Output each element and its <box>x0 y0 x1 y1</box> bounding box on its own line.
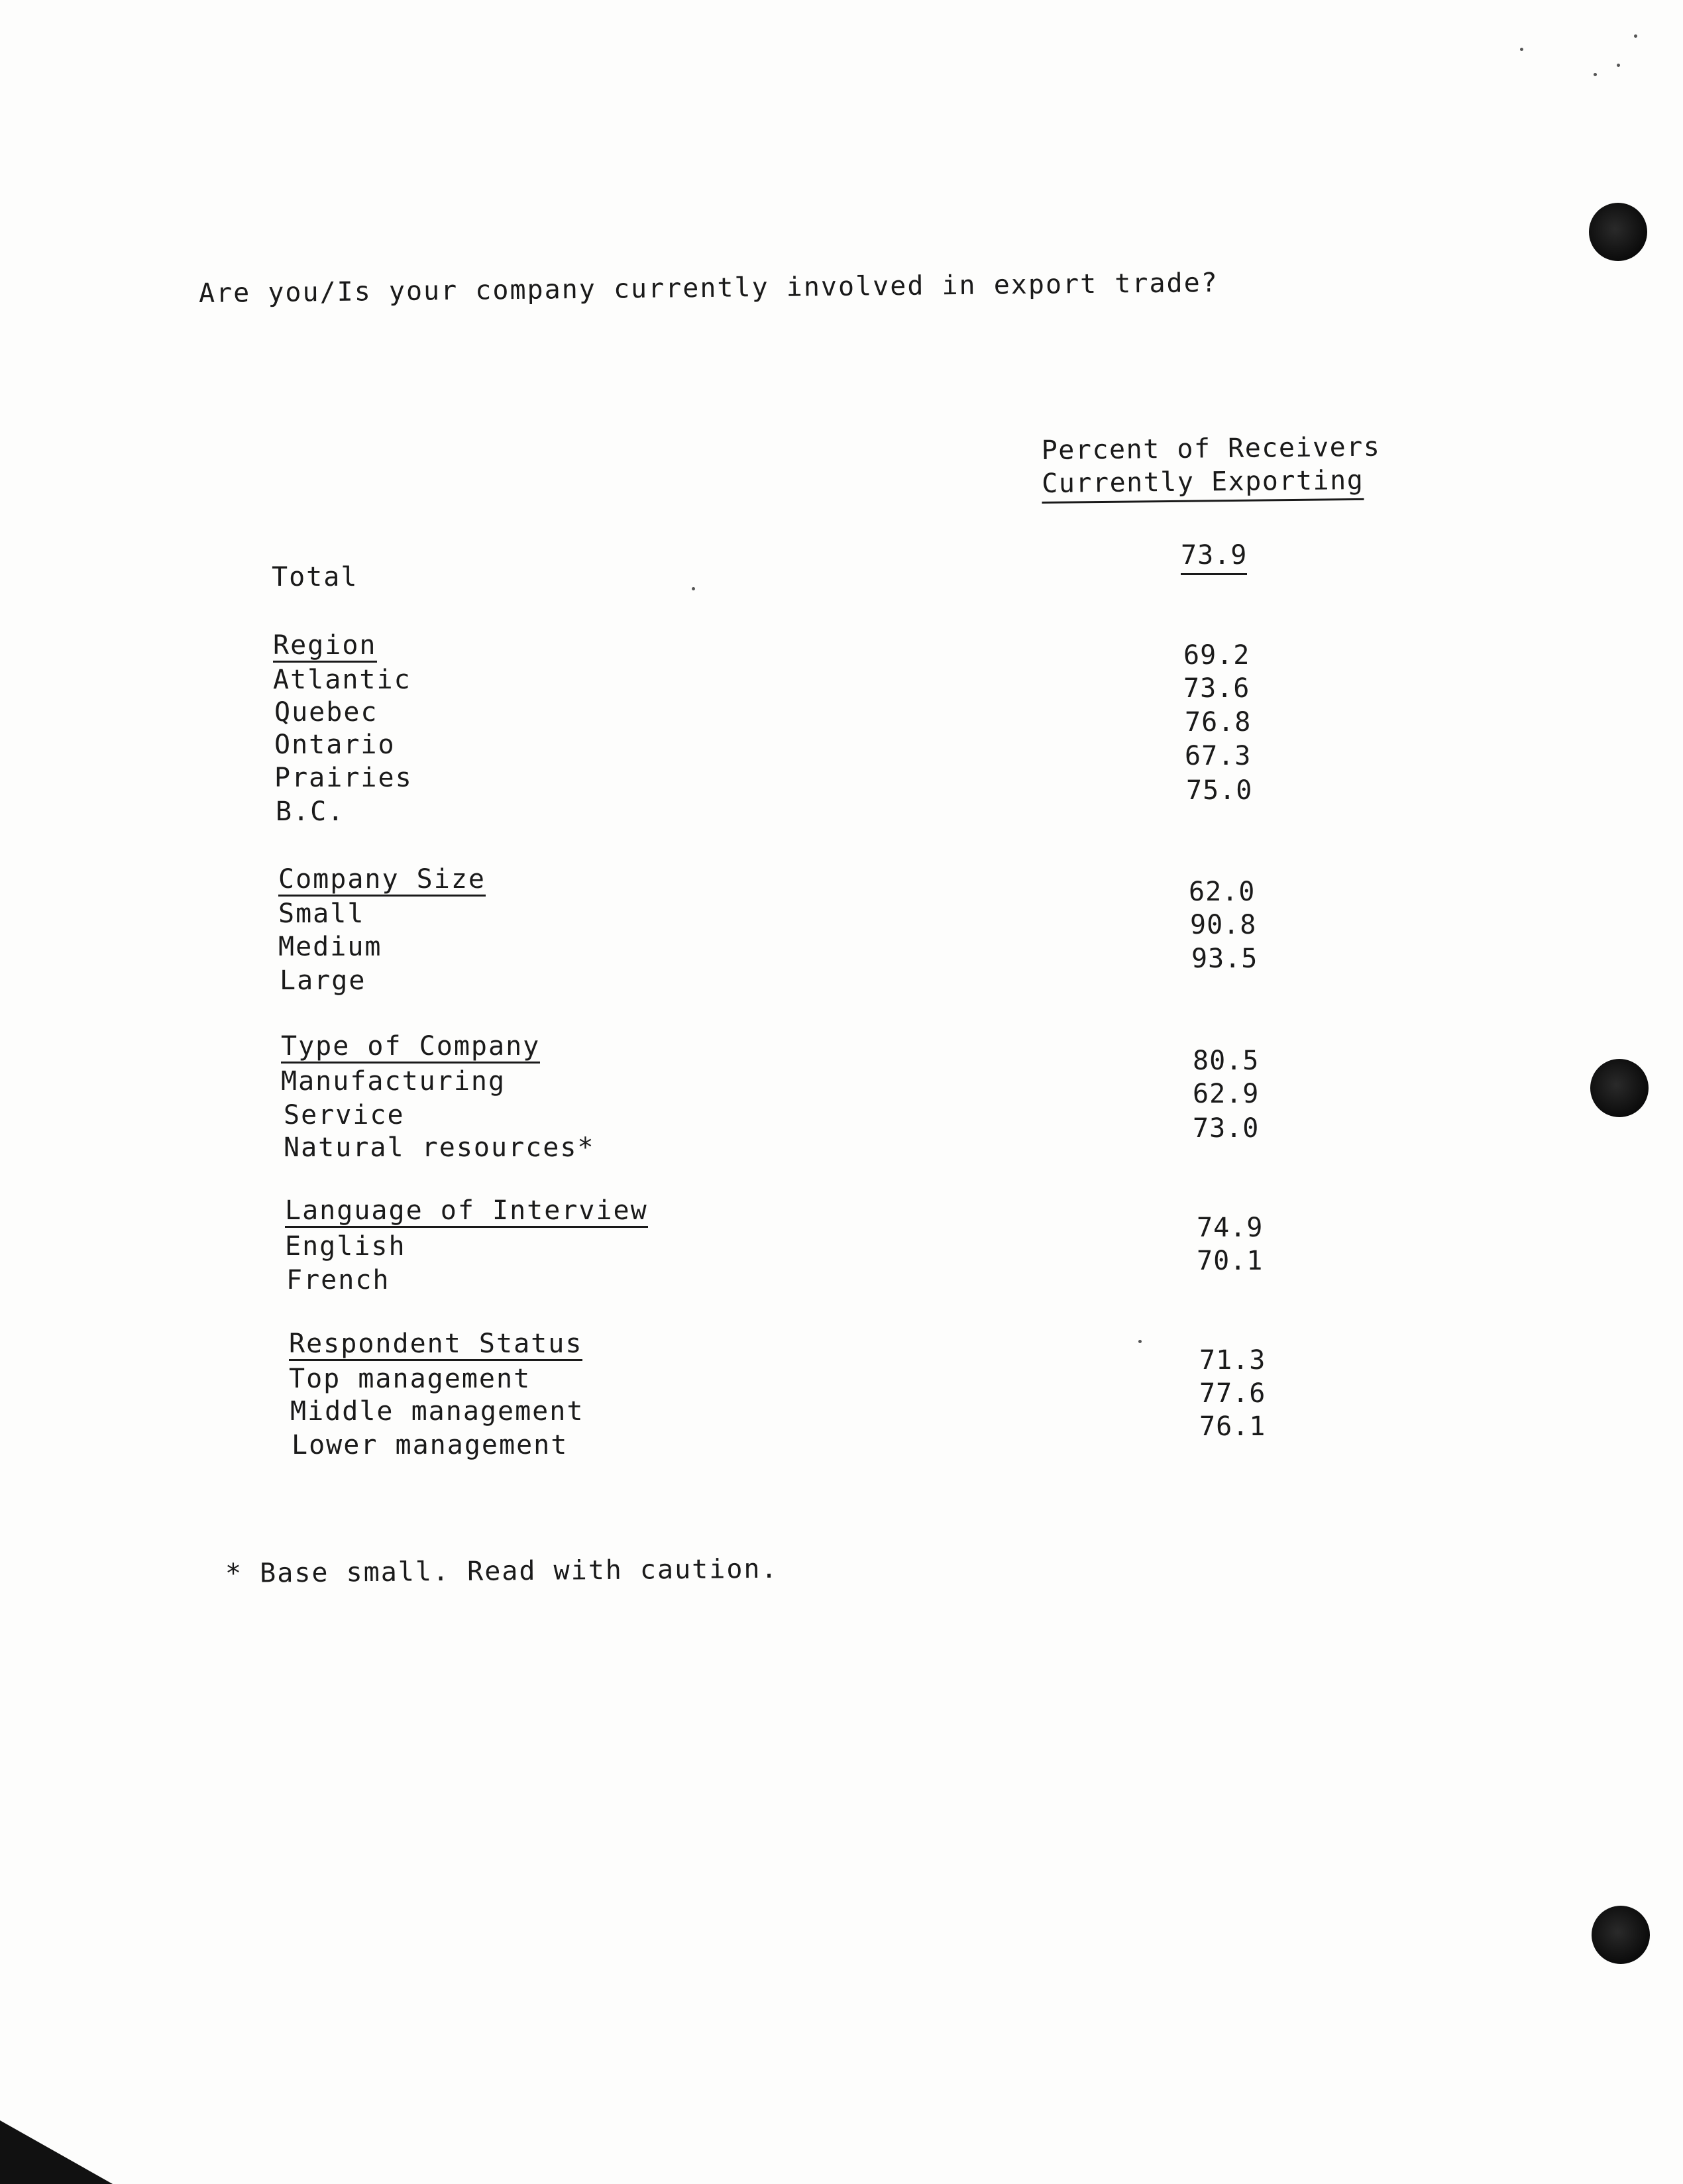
row-label-ontario: Ontario <box>274 730 396 760</box>
footnote: * Base small. Read with caution. <box>225 1553 779 1589</box>
row-label-lower-management: Lower management <box>292 1430 569 1460</box>
row-value-manufacturing: 80.5 <box>1193 1046 1260 1076</box>
row-value-service: 62.9 <box>1193 1079 1260 1109</box>
punch-hole-middle <box>1590 1059 1649 1117</box>
corner-fold-mark <box>0 2120 113 2184</box>
row-label-prairies: Prairies <box>274 763 413 793</box>
row-label-english: English <box>285 1231 406 1262</box>
column-header-line1: Percent of Receivers <box>1041 431 1381 466</box>
total-value: 73.9 <box>1181 540 1247 575</box>
survey-question: Are you/Is your company currently involved in export trade? <box>198 267 1219 309</box>
row-label-bc: B.C. <box>276 796 345 827</box>
row-label-medium: Medium <box>278 932 382 962</box>
row-value-ontario: 76.8 <box>1185 707 1252 737</box>
row-label-natural-resources: Natural resources* <box>284 1132 595 1163</box>
row-label-french: French <box>286 1265 390 1295</box>
column-header-line2: Currently Exporting <box>1042 464 1364 504</box>
row-label-small: Small <box>278 899 365 929</box>
row-value-english: 74.9 <box>1197 1213 1264 1243</box>
punch-hole-top <box>1589 203 1647 261</box>
scan-speck <box>1634 34 1637 38</box>
row-value-large: 93.5 <box>1191 944 1258 974</box>
column-header <box>1041 431 1381 504</box>
row-value-atlantic: 69.2 <box>1183 640 1250 671</box>
row-value-lower-management: 76.1 <box>1199 1411 1266 1442</box>
row-label-quebec: Quebec <box>274 697 378 728</box>
scan-speck <box>1520 48 1523 51</box>
row-value-medium: 90.8 <box>1190 910 1257 940</box>
scan-speck <box>692 587 695 590</box>
row-label-large: Large <box>280 965 366 996</box>
row-label-service: Service <box>284 1100 405 1130</box>
row-value-small: 62.0 <box>1189 877 1256 907</box>
row-value-top-management: 71.3 <box>1199 1345 1266 1376</box>
group-heading-region: Region <box>273 631 377 663</box>
group-heading-respondent-status: Respondent Status <box>289 1330 582 1361</box>
row-value-quebec: 73.6 <box>1183 673 1250 704</box>
row-label-atlantic: Atlantic <box>273 665 411 695</box>
scan-speck <box>1617 64 1620 67</box>
row-value-natural-resources: 73.0 <box>1193 1113 1260 1144</box>
row-value-prairies: 67.3 <box>1185 741 1252 771</box>
total-label: Total <box>272 562 358 592</box>
group-heading-language-of-interview: Language of Interview <box>285 1197 648 1228</box>
row-value-bc: 75.0 <box>1186 775 1253 806</box>
group-heading-company-size: Company Size <box>278 865 486 897</box>
punch-hole-bottom <box>1592 1906 1650 1964</box>
row-value-middle-management: 77.6 <box>1199 1378 1266 1409</box>
row-label-manufacturing: Manufacturing <box>281 1066 506 1097</box>
group-heading-type-of-company: Type of Company <box>281 1032 540 1064</box>
row-value-french: 70.1 <box>1197 1246 1264 1276</box>
row-label-top-management: Top management <box>289 1364 531 1394</box>
row-label-middle-management: Middle management <box>290 1396 584 1427</box>
scan-speck <box>1594 73 1597 76</box>
scan-speck <box>1138 1340 1142 1343</box>
